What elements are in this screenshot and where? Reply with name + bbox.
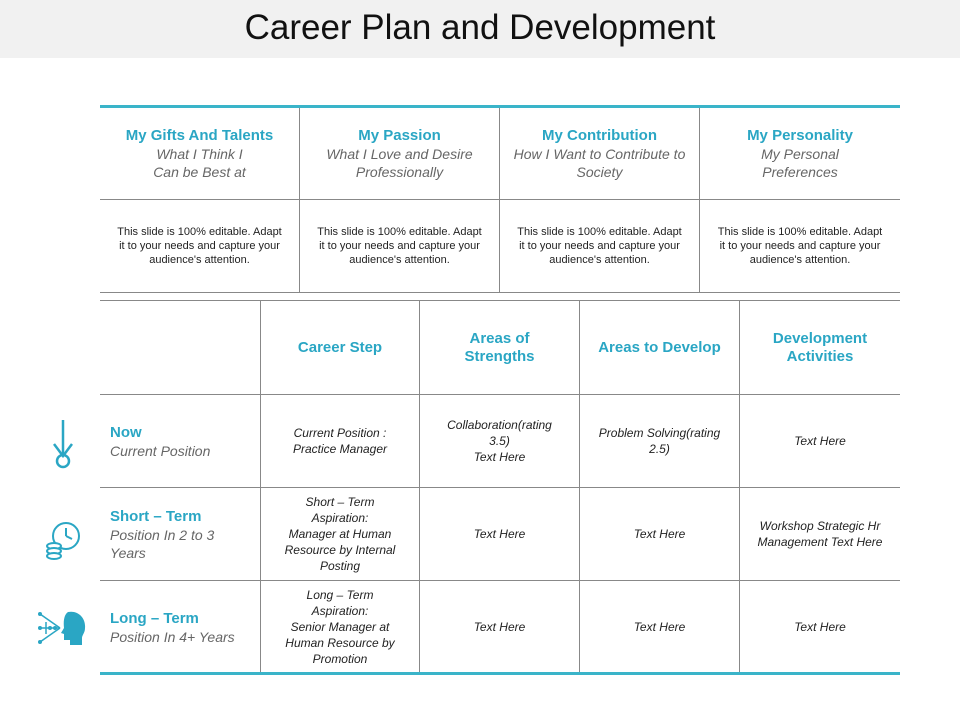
row-subtitle: Years (110, 545, 146, 561)
cell-line: 3.5) (489, 434, 510, 448)
col-header-label: Areas of (469, 329, 530, 347)
cell-line: Short – Term (305, 495, 375, 509)
cell-line: Practice Manager (292, 442, 388, 456)
cell-line: Text Here (473, 527, 526, 541)
row-subtitle: Position In 4+ Years (110, 629, 235, 645)
col-header-label: Activities (786, 347, 854, 365)
top-header-contribution (500, 110, 699, 198)
cell-line: Resource by Internal (284, 543, 396, 557)
cell-line: Text Here (633, 527, 686, 541)
top-body-line: it to your needs and capture your (319, 240, 480, 252)
col-header-label: Development (772, 329, 868, 347)
col-header-label: Areas to Develop (598, 338, 721, 356)
page-title: Career Plan and Development (244, 8, 716, 47)
col-header-develop (580, 301, 739, 394)
col-header-label: Strengths (464, 347, 535, 365)
top-body-line: This slide is 100% editable. Adapt (517, 226, 682, 238)
cell-line: Aspiration: (311, 603, 369, 618)
col-header-activities (740, 301, 900, 394)
table-cell (580, 488, 739, 580)
row-label-long-term (110, 610, 260, 646)
table-cell (261, 581, 419, 672)
top-body-line: it to your needs and capture your (519, 240, 680, 252)
top-body-line: This slide is 100% editable. Adapt (717, 226, 883, 238)
top-body-cell (300, 201, 499, 291)
top-body-line: audience's attention. (749, 254, 851, 266)
row-title: Now (110, 424, 142, 441)
top-table-bottom-border (100, 292, 900, 293)
table-cell (261, 488, 419, 580)
col-header-strengths (420, 301, 579, 394)
table-cell (420, 581, 579, 672)
col-header-label: Career Step (297, 338, 383, 356)
top-header-title: My Gifts And Talents (125, 127, 274, 144)
bottom-table-bottom-border (100, 672, 900, 675)
top-body-cell (500, 201, 699, 291)
cell-line: Posting (319, 559, 361, 573)
top-body-line: audience's attention. (349, 254, 450, 266)
row-subtitle: Position In 2 to 3 (110, 527, 215, 543)
head-network-icon (38, 608, 90, 648)
cell-line: Text Here (794, 619, 846, 634)
row-subtitle: Current Position (110, 443, 211, 459)
cell-line: Workshop Strategic Hr (759, 519, 881, 533)
top-header-title: My Contribution (542, 127, 657, 144)
table-cell (740, 395, 900, 487)
top-header-subtitle: Professionally (355, 164, 444, 180)
cell-line: Collaboration(rating (447, 418, 552, 432)
cell-line: Senior Manager at (290, 619, 390, 634)
top-body-cell (100, 201, 299, 291)
row-title: Long – Term (110, 610, 199, 627)
cell-line: Long – Term (306, 587, 374, 602)
top-header-personality (700, 110, 900, 198)
top-body-line: it to your needs and capture your (719, 240, 881, 252)
cell-line: Text Here (633, 619, 686, 634)
table-cell (261, 395, 419, 487)
top-header-subtitle: How I Want to Contribute to (513, 146, 686, 162)
top-body-line: audience's attention. (149, 254, 250, 266)
top-header-subtitle: Can be Best at (153, 164, 246, 180)
top-body-line: it to your needs and capture your (119, 240, 280, 252)
col-header-career-step (261, 301, 419, 394)
table-cell (420, 488, 579, 580)
top-header-gifts (100, 110, 299, 198)
table-cell (740, 488, 900, 580)
cell-line: Promotion (312, 651, 368, 666)
cell-line: Human Resource by (285, 635, 395, 650)
cell-line: Text Here (473, 450, 526, 464)
top-table-top-border (100, 105, 900, 108)
cell-line: Problem Solving(rating (598, 426, 721, 440)
row-label-now (110, 424, 260, 460)
cell-line: Text Here (473, 619, 526, 634)
top-header-passion (300, 110, 499, 198)
top-table-header-divider (100, 199, 900, 200)
clock-coins-icon (44, 520, 84, 560)
top-header-subtitle: Society (576, 164, 623, 180)
cell-line: 2.5) (649, 442, 670, 456)
cell-line: Management Text Here (757, 535, 883, 549)
table-cell (580, 395, 739, 487)
row-title: Short – Term (110, 508, 202, 525)
table-cell (580, 581, 739, 672)
top-body-line: This slide is 100% editable. Adapt (117, 226, 282, 238)
cell-line: Manager at Human (288, 527, 392, 541)
table-cell (740, 581, 900, 672)
cell-line: Text Here (794, 434, 846, 448)
down-arrow-ring-icon (50, 418, 76, 470)
top-body-cell (700, 201, 900, 291)
top-header-subtitle: Preferences (762, 164, 838, 180)
table-cell (420, 395, 579, 487)
top-body-line: This slide is 100% editable. Adapt (317, 226, 482, 238)
row-label-short-term (110, 508, 260, 562)
top-body-line: audience's attention. (549, 254, 650, 266)
top-header-subtitle: My Personal (761, 146, 839, 162)
cell-line: Aspiration: (311, 511, 369, 525)
top-header-subtitle: What I Love and Desire (326, 146, 473, 162)
top-header-title: My Personality (747, 127, 853, 144)
top-header-subtitle: What I Think I (156, 146, 243, 162)
cell-line: Current Position : (293, 426, 387, 440)
top-header-title: My Passion (358, 127, 441, 144)
